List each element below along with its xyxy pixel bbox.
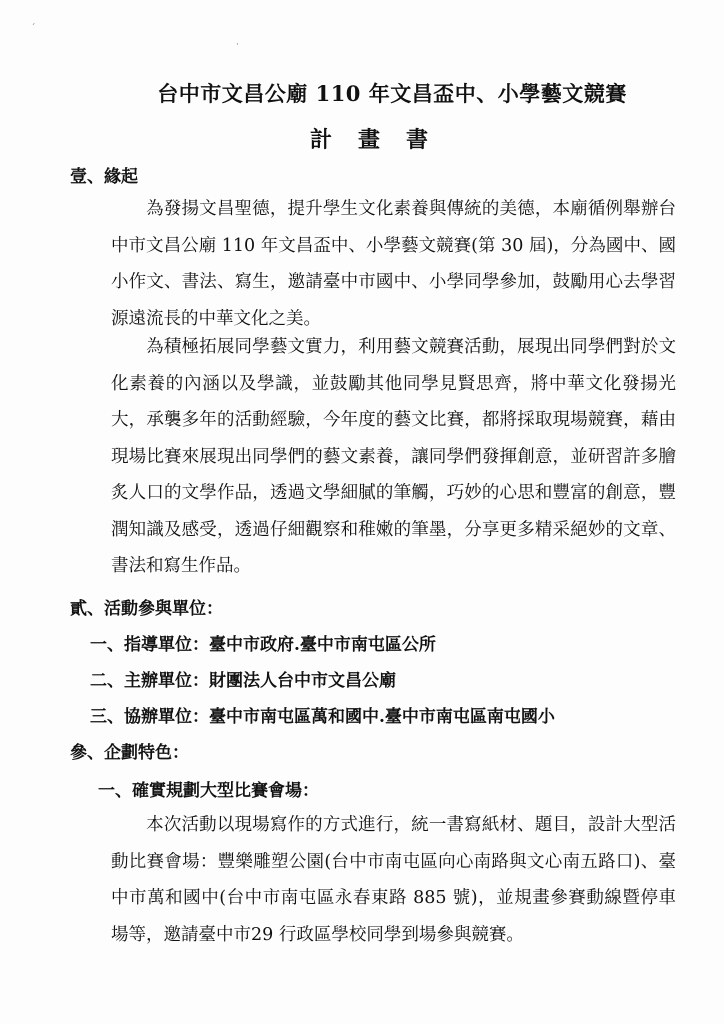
section-heading-features: 參、企劃特色：	[70, 743, 189, 763]
origin-paragraph-2-text: 為積極拓展同學藝文實力，利用藝文競賽活動，展現出同學們對於文化素養的內涵以及學識，並鼓勵其他同學見賢思齊，將中華文化發揚光大，承襲多年的活動經驗，今年度的藝文比賽，都將採取現場競賽，藉由現場比賽來展現出同學們的藝文素養，讓同學們發揮創意，並研習許多膾炙人口的文學作品，透過文學細膩的筆觸，巧妙的心思和豐富的創意，豐潤知識及感受，透過仔細觀察和稚嫩的筆墨，分享更多精采絕妙的文章、書法和寫生作品。	[111, 337, 676, 576]
scan-speck: ˊ	[31, 24, 36, 34]
document-subtitle: 計畫書	[309, 127, 454, 153]
features-paragraph-1	[111, 807, 676, 953]
scan-speck: ·	[236, 40, 239, 50]
origin-paragraph-1-text: 為發揚文昌聖德，提升學生文化素養與傳統的美德，本廟循例舉辦台中市文昌公廟 110 年文昌盃中、小學藝文競賽(第 30 屆)，分為國中、國小作文、書法、寫生，邀請臺中市國中、小學同學參加，鼓勵用心去學習源遠流長的中華文化之美。	[111, 199, 676, 329]
features-paragraph-1-text: 本次活動以現場寫作的方式進行，統一書寫紙材、題目，設計大型活動比賽會場：豐樂雕塑公園(台中市南屯區向心南路與文心南五路口)、臺中市萬和國中(台中市南屯區永春東路 885 號)，並規畫參賽動線暨停車場等，邀請臺中市29 行政區學校同學到場參與競賽。	[111, 815, 676, 945]
units-item-guiding: 一、指導單位：臺中市政府.臺中市南屯區公所	[90, 635, 436, 655]
origin-paragraph-1	[111, 191, 676, 337]
origin-paragraph-2	[111, 329, 676, 585]
section-heading-origin: 壹、緣起	[70, 167, 138, 187]
features-subheading-venue: 一、確實規劃大型比賽會場：	[98, 781, 319, 801]
units-item-organizer: 二、主辦單位：財團法人台中市文昌公廟	[90, 671, 396, 691]
document-title: 台中市文昌公廟 110 年文昌盃中、小學藝文競賽	[157, 81, 627, 106]
section-heading-units: 貳、活動參與單位：	[70, 599, 223, 619]
units-item-co-organizer: 三、協辦單位：臺中市南屯區萬和國中.臺中市南屯區南屯國小	[90, 707, 555, 727]
